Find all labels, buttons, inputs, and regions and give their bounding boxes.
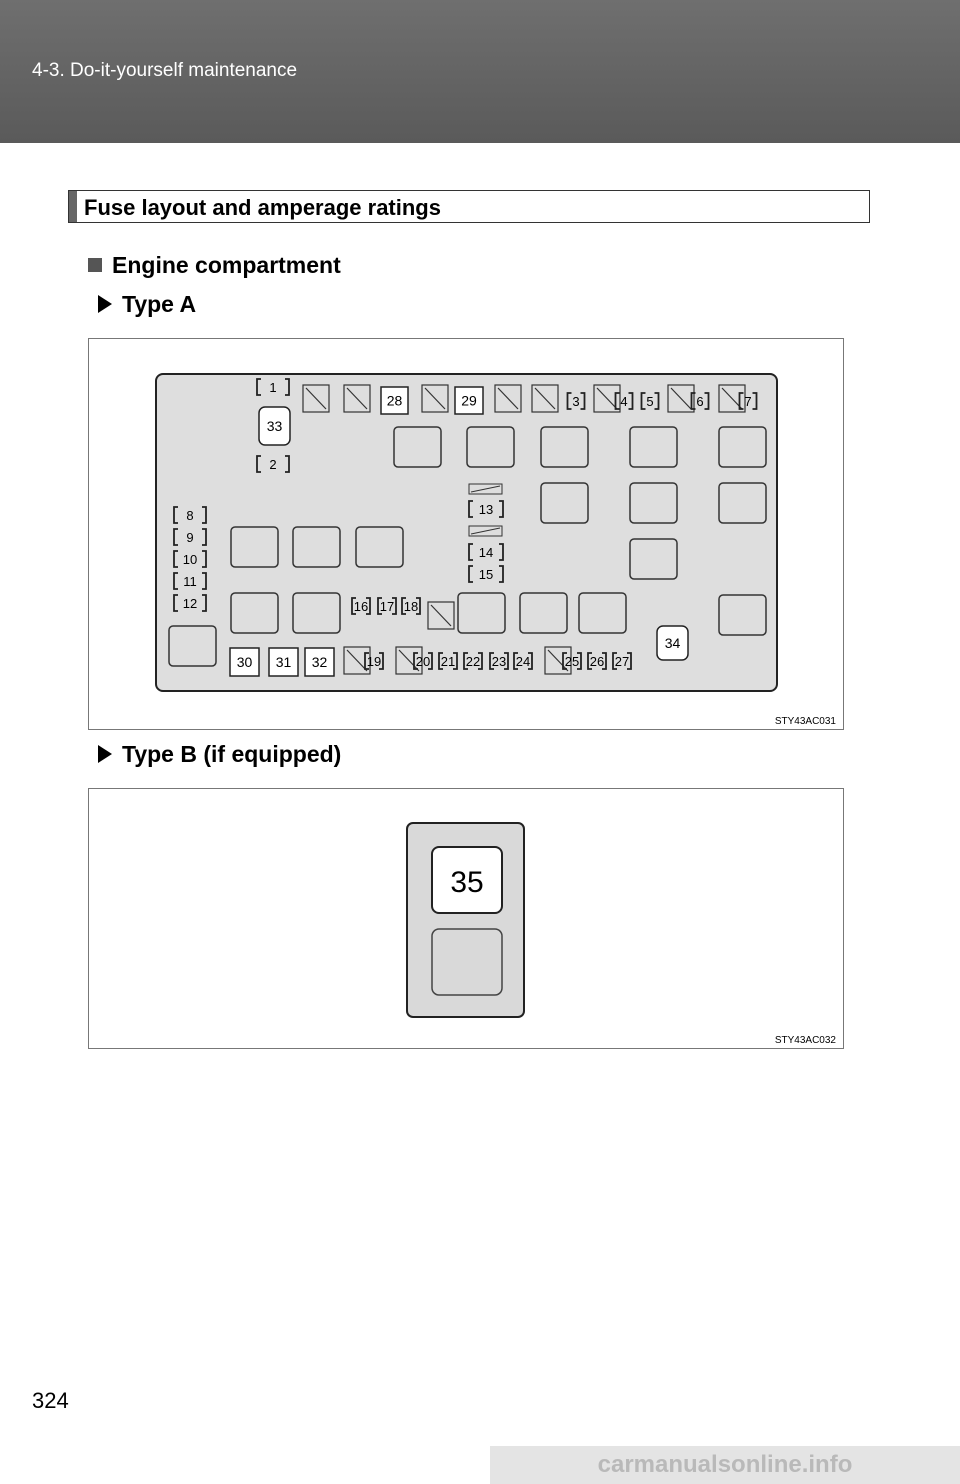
fuse-label-32: 32 [311, 654, 328, 671]
relay-slot [169, 626, 216, 666]
relay-slot [719, 595, 766, 635]
fuse-label-14: 14 [478, 545, 494, 560]
fuse-label-31: 31 [275, 654, 292, 671]
relay-slot [719, 427, 766, 467]
square-bullet-icon [88, 258, 102, 272]
fuse-label-4: 4 [620, 394, 628, 409]
relay-slot [630, 483, 677, 523]
triangle-bullet-icon [98, 295, 112, 313]
fuse-label-9: 9 [186, 530, 194, 545]
relay-slot [458, 593, 505, 633]
relay-slot [719, 483, 766, 523]
watermark: carmanualsonline.info [490, 1446, 960, 1484]
relay-slot [630, 539, 677, 579]
relay-slot [356, 527, 403, 567]
fuse-label-35: 35 [450, 866, 484, 899]
subsection-heading [88, 252, 341, 279]
fuse-label-24: 24 [515, 654, 531, 669]
fuse-label-1: 1 [269, 380, 277, 395]
fuse-label-11: 11 [183, 574, 197, 589]
fuse-label-22: 22 [465, 654, 481, 669]
fuse-label-26: 26 [589, 654, 605, 669]
fuse-label-6: 6 [696, 394, 704, 409]
relay-slot [541, 427, 588, 467]
section-title-box [68, 190, 870, 223]
fuse-label-17: 17 [379, 599, 395, 614]
subsection-title: Engine compartment [112, 252, 341, 278]
fuse-label-29: 29 [461, 392, 477, 409]
fuse-label-12: 12 [182, 596, 198, 611]
relay-slot [432, 929, 502, 995]
fuse-label-16: 16 [353, 599, 369, 614]
fuse-label-30: 30 [236, 654, 253, 671]
fuse-label-21: 21 [440, 654, 456, 669]
relay-slot [630, 427, 677, 467]
fuse-label-15: 15 [478, 567, 494, 582]
fuse-label-20: 20 [415, 654, 431, 669]
fuse-label-28: 28 [386, 392, 403, 409]
triangle-bullet-icon [98, 745, 112, 763]
section-title-accent [69, 191, 77, 222]
type-b-heading [98, 741, 341, 768]
page-header [0, 0, 960, 143]
relay-slot [293, 593, 340, 633]
fuse-label-3: 3 [572, 394, 580, 409]
fuse-label-34: 34 [664, 635, 681, 652]
relay-slot [520, 593, 567, 633]
figure-code-b: STY43AC032 [774, 1035, 836, 1046]
relay-slot [231, 527, 278, 567]
section-title: Fuse layout and amperage ratings [84, 195, 441, 220]
fuse-box-a-svg [89, 339, 845, 731]
fuse-box-b-svg [89, 789, 845, 1050]
relay-slot [293, 527, 340, 567]
fuse-label-33: 33 [266, 418, 283, 435]
header-section-title: 4-3. Do-it-yourself maintenance [32, 60, 298, 81]
relay-slot [541, 483, 588, 523]
fuse-label-18: 18 [403, 599, 419, 614]
relay-slot [579, 593, 626, 633]
fuse-diagram-type-b [88, 788, 844, 1049]
fuse-label-27: 27 [614, 654, 630, 669]
figure-code-a: STY43AC031 [774, 716, 836, 727]
fuse-label-2: 2 [269, 457, 277, 472]
type-a-label: Type A [122, 291, 197, 317]
fuse-label-10: 10 [182, 552, 198, 567]
fuse-label-13: 13 [478, 502, 494, 517]
fuse-label-25: 25 [564, 654, 580, 669]
type-b-label: Type B (if equipped) [122, 741, 342, 767]
fuse-label-7: 7 [744, 394, 752, 409]
relay-slot [467, 427, 514, 467]
relay-slot [231, 593, 278, 633]
relay-slot [394, 427, 441, 467]
fuse-diagram-type-a [88, 338, 844, 730]
fuse-label-5: 5 [646, 394, 654, 409]
type-a-heading [98, 291, 196, 318]
page-number: 324 [32, 1388, 69, 1413]
fuse-label-23: 23 [491, 654, 507, 669]
fuse-label-19: 19 [366, 654, 382, 669]
fuse-label-8: 8 [186, 508, 194, 523]
